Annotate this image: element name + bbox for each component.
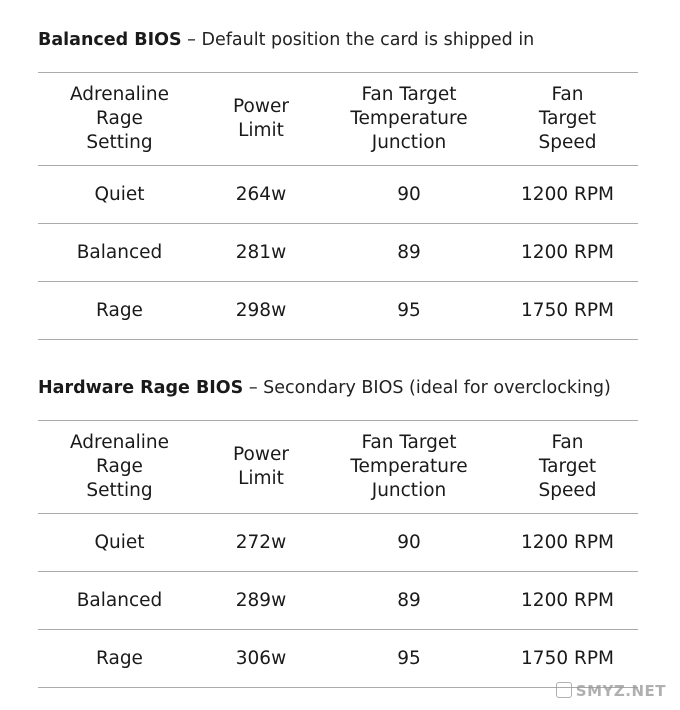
section-heading-description: – Secondary BIOS (ideal for overclocking): [243, 378, 611, 398]
watermark-text: SMYZ.NET: [575, 682, 666, 700]
header-line: Target: [538, 108, 597, 129]
cell-power-limit: 272w: [235, 532, 287, 553]
cell-rage-setting: Rage: [96, 300, 143, 321]
table-row: [38, 514, 638, 572]
header-power-limit: [201, 73, 321, 166]
bios-spec-table: [38, 420, 638, 688]
header-line: Adrenaline: [69, 432, 170, 453]
cell-fan-temperature: 90: [397, 184, 421, 205]
header-line: Speed: [538, 132, 597, 153]
cell-fan-speed: 1200 RPM: [521, 242, 614, 263]
watermark: [556, 682, 666, 700]
cell-power-limit: 289w: [235, 590, 287, 611]
header-rage-setting: [38, 73, 201, 166]
cell-fan-temperature: 90: [397, 532, 421, 553]
header-fan-target-speed: [497, 73, 638, 166]
header-line: Rage: [96, 456, 143, 477]
section-heading: [38, 28, 638, 52]
table-row: [38, 166, 638, 224]
header-line: Adrenaline: [69, 84, 170, 105]
hardware-rage-bios-section: [38, 376, 638, 688]
table-header-row: [38, 73, 638, 166]
header-line: Temperature: [350, 456, 468, 477]
header-fan-target-temperature: [321, 73, 497, 166]
header-line: Power: [233, 444, 289, 465]
table-row: [38, 224, 638, 282]
header-line: Limit: [238, 468, 284, 489]
section-heading-bold: Balanced BIOS: [38, 30, 182, 50]
header-fan-target-speed: [497, 421, 638, 514]
cell-rage-setting: Quiet: [94, 184, 145, 205]
cell-fan-speed: 1200 RPM: [521, 590, 614, 611]
section-heading-bold: Hardware Rage BIOS: [38, 378, 244, 398]
header-rage-setting: [38, 421, 201, 514]
header-line: Fan Target: [361, 84, 457, 105]
header-line: Fan: [551, 84, 584, 105]
watermark-logo-icon: [556, 682, 572, 698]
header-line: Fan Target: [361, 432, 457, 453]
cell-fan-speed: 1750 RPM: [521, 300, 614, 321]
table-header-row: [38, 421, 638, 514]
cell-fan-speed: 1750 RPM: [521, 648, 614, 669]
header-line: Rage: [96, 108, 143, 129]
cell-rage-setting: Balanced: [76, 242, 163, 263]
cell-fan-temperature: 89: [397, 242, 421, 263]
header-line: Fan: [551, 432, 584, 453]
table-row: [38, 282, 638, 340]
header-line: Limit: [238, 120, 284, 141]
cell-power-limit: 298w: [235, 300, 287, 321]
cell-fan-speed: 1200 RPM: [521, 184, 614, 205]
header-line: Setting: [86, 132, 153, 153]
bios-spec-table: [38, 72, 638, 340]
section-heading: [38, 376, 638, 400]
header-line: Junction: [371, 480, 447, 501]
cell-fan-temperature: 89: [397, 590, 421, 611]
cell-power-limit: 264w: [235, 184, 287, 205]
header-line: Power: [233, 96, 289, 117]
header-line: Target: [538, 456, 597, 477]
cell-fan-temperature: 95: [397, 300, 421, 321]
table-row: [38, 572, 638, 630]
cell-power-limit: 306w: [235, 648, 287, 669]
header-line: Speed: [538, 480, 597, 501]
header-power-limit: [201, 421, 321, 514]
section-heading-description: – Default position the card is shipped in: [181, 30, 535, 50]
header-line: Setting: [86, 480, 153, 501]
header-fan-target-temperature: [321, 421, 497, 514]
cell-fan-temperature: 95: [397, 648, 421, 669]
header-line: Temperature: [350, 108, 468, 129]
table-row: [38, 630, 638, 688]
cell-fan-speed: 1200 RPM: [521, 532, 614, 553]
header-line: Junction: [371, 132, 447, 153]
cell-rage-setting: Rage: [96, 648, 143, 669]
cell-power-limit: 281w: [235, 242, 287, 263]
cell-rage-setting: Balanced: [76, 590, 163, 611]
cell-rage-setting: Quiet: [94, 532, 145, 553]
balanced-bios-section: [38, 28, 638, 340]
